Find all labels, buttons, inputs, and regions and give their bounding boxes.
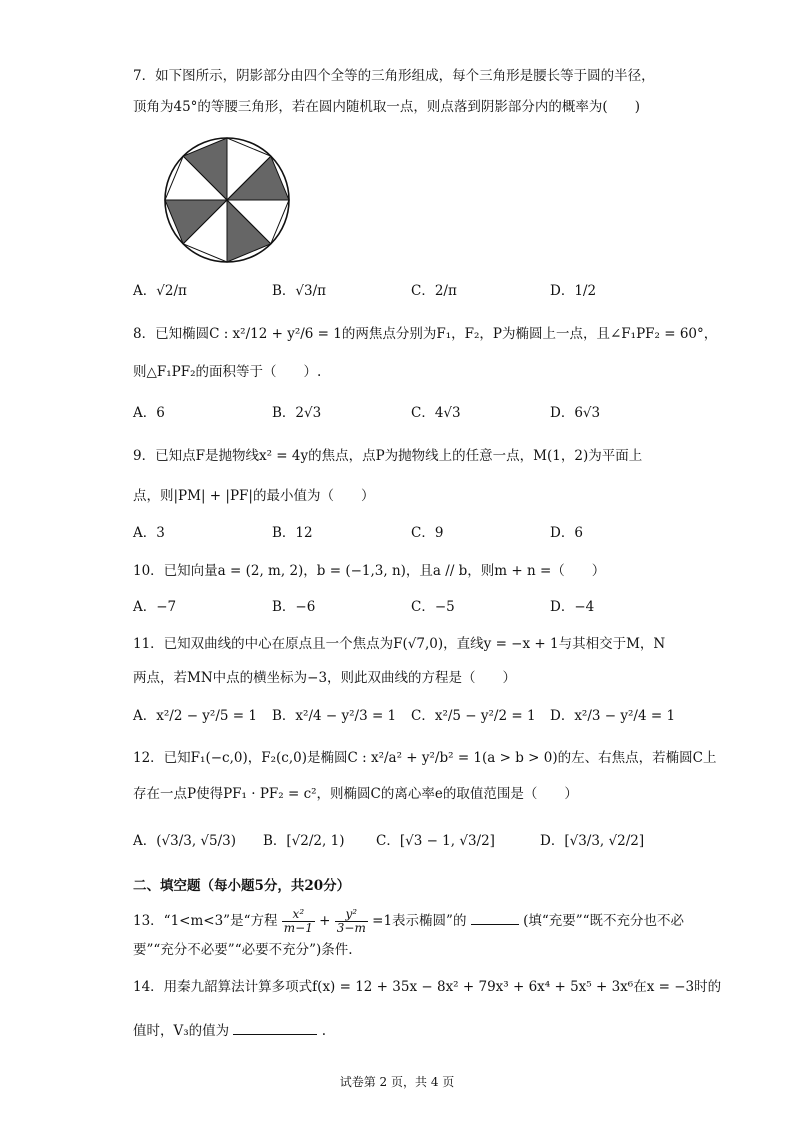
q12-option-b: B．[√2/2, 1): [263, 833, 345, 849]
q13-line1: [133, 908, 684, 935]
q10-option-b: B．−6: [272, 599, 316, 615]
q7-line1: 7．如下图所示，阴影部分由四个全等的三角形组成，每个三角形是腰长等于圆的半径，: [133, 68, 655, 84]
q8-option-d: D．6√3: [550, 405, 601, 421]
q13-frac1-num: x²: [282, 908, 315, 922]
q9-line2: 点，则|PM| + |PF|的最小值为（ ）: [133, 488, 375, 504]
q8-option-b: B．2√3: [272, 405, 322, 421]
q10-option-d: D．−4: [550, 599, 595, 615]
q9-line1: 9．已知点F是抛物线x² = 4y的焦点，点P为抛物线上的任意一点，M(1，2)为平面上: [133, 448, 643, 464]
q12-option-c: C．[√3 − 1, √3/2]: [376, 833, 495, 849]
q11-option-d: D．x²/3 − y²/4 = 1: [550, 708, 676, 724]
q8-line2: 则△F₁PF₂的面积等于（ ）.: [133, 364, 322, 380]
q13-mid: =1表示椭圆”的: [372, 913, 467, 929]
q9-option-d: D．6: [550, 525, 583, 541]
q13-plus: +: [319, 913, 331, 929]
q13-fraction-2: [335, 908, 368, 935]
q10-option-a: A．−7: [133, 599, 177, 615]
q12-option-d: D．[√3/3, √2/2]: [540, 833, 645, 849]
page-footer: 试卷第 2 页，共 4 页: [339, 1075, 455, 1089]
q9-option-a: A．3: [133, 525, 165, 541]
q11-option-b: B．x²/4 − y²/3 = 1: [272, 708, 397, 724]
q7-circle-figure: [157, 130, 297, 270]
q14-line2-prefix: 值时，V₃的值为: [133, 1023, 230, 1039]
q11-option-a: A．x²/2 − y²/5 = 1: [133, 708, 257, 724]
q11-line2: 两点，若MN中点的横坐标为−3，则此双曲线的方程是（ ）: [133, 670, 517, 686]
q14-line1: 14．用秦九韶算法计算多项式f(x) = 12 + 35x − 8x² + 79x³ + 6x⁴ + 5x⁵ + 3x⁶在x = −3时的: [133, 979, 722, 995]
q12-line1: 12．已知F₁(−c,0)，F₂(c,0)是椭圆C : x²/a² + y²/b² = 1(a > b > 0)的左、右焦点，若椭圆C上: [133, 750, 717, 766]
q9-option-b: B．12: [272, 525, 313, 541]
q13-answer-blank[interactable]: [471, 910, 519, 925]
q8-line1: 8．已知椭圆C : x²/12 + y²/6 = 1的两焦点分别为F₁，F₂，P为椭圆上一点，且∠F₁PF₂ = 60°，: [133, 326, 718, 342]
q13-frac2-den: 3−m: [336, 921, 366, 935]
q8-option-a: A．6: [133, 405, 165, 421]
section-heading: 二、填空题（每小题5分，共20分）: [133, 878, 351, 894]
q13-suffix: (填“充要”“既不充分也不必: [523, 913, 685, 929]
q14-line2-suffix: .: [321, 1023, 327, 1039]
q9-option-c: C．9: [411, 525, 444, 541]
q12-option-a: A．(√3/3, √5/3): [133, 833, 237, 849]
q10-option-c: C．−5: [411, 599, 455, 615]
q13-frac1-den: m−1: [283, 921, 313, 935]
q14-answer-blank[interactable]: [233, 1020, 317, 1035]
q7-option-a: A．√2/π: [133, 283, 187, 299]
q13-prefix: 13．“1<m<3”是“方程: [133, 913, 278, 929]
q14-line2: [133, 1020, 326, 1041]
q7-line2: 顶角为45°的等腰三角形，若在圆内随机取一点，则点落到阴影部分内的概率为( ): [133, 99, 640, 115]
q8-option-c: C．4√3: [411, 405, 461, 421]
q7-option-d: D．1/2: [550, 283, 597, 299]
q7-option-b: B．√3/π: [272, 283, 327, 299]
q11-line1: 11．已知双曲线的中心在原点且一个焦点为F(√7,0)，直线y = −x + 1与其相交于M，N: [133, 636, 666, 652]
q11-option-c: C．x²/5 − y²/2 = 1: [411, 708, 536, 724]
q13-fraction-1: [282, 908, 315, 935]
q7-option-c: C．2/π: [411, 283, 457, 299]
q13-frac2-num: y²: [335, 908, 368, 922]
q12-line2: 存在一点P使得PF₁ · PF₂ = c²，则椭圆C的离心率e的取值范围是（ ）: [133, 786, 578, 802]
q10-line1: 10．已知向量a = (2, m, 2)，b = (−1,3, n)，且a // b，则m + n =（ ）: [133, 563, 606, 579]
q13-line2: 要”“充分不必要”“必要不充分”)条件.: [133, 942, 353, 958]
